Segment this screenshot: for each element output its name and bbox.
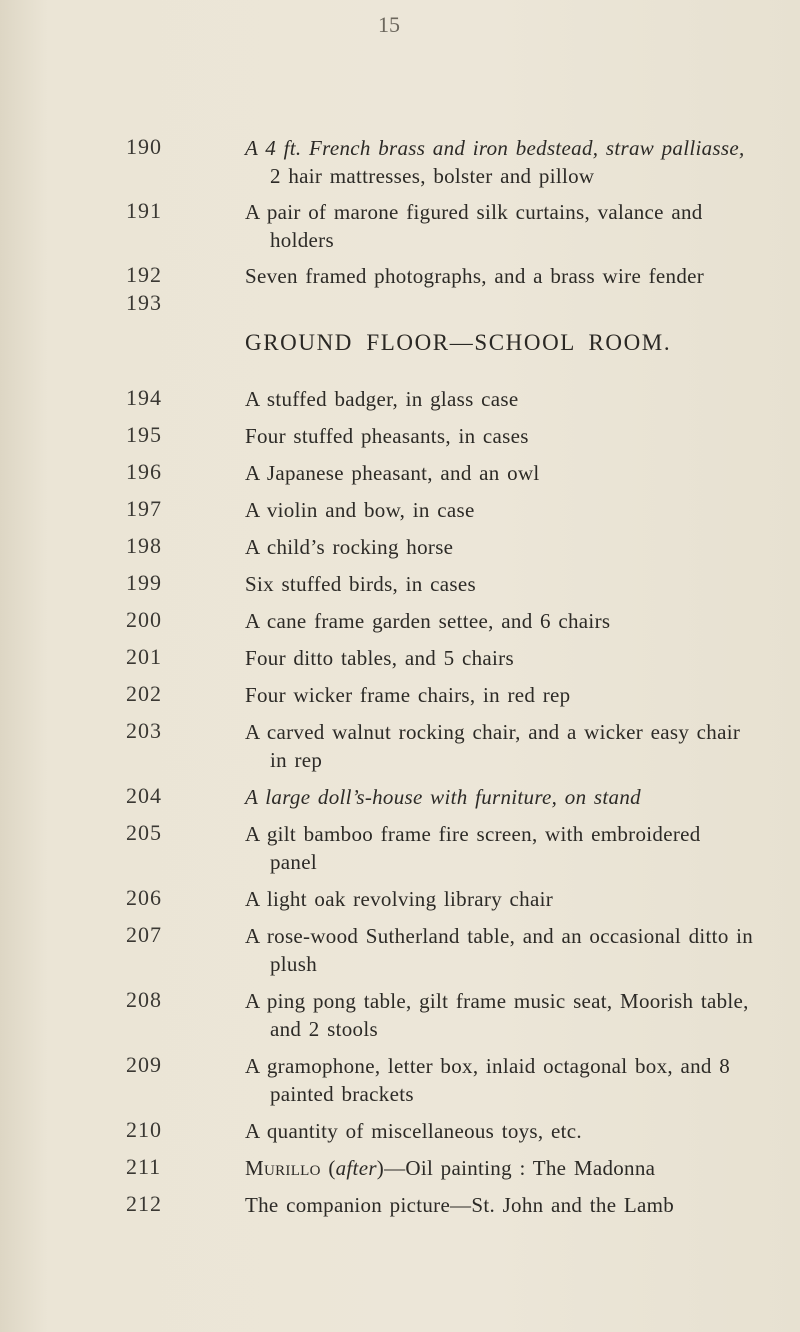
lot-description <box>245 987 790 1043</box>
lot-description-continuation: in rep <box>270 748 323 772</box>
lot-description: Four ditto tables, and 5 chairs <box>245 646 514 670</box>
lot-description-continuation: holders <box>270 228 334 252</box>
lot-number: 198 <box>126 533 162 558</box>
lot-description: Four wicker frame chairs, in red rep <box>245 683 571 707</box>
lot-description: Murillo (after)—Oil painting : The Madonna <box>245 1156 656 1180</box>
lot-description: Four stuffed pheasants, in cases <box>245 424 529 448</box>
painting-title: —Oil painting : The Madonna <box>384 1156 656 1180</box>
lot-number: 193 <box>126 290 162 315</box>
lot-number: 206 <box>126 885 162 910</box>
lot-number: 203 <box>126 718 162 743</box>
lot-description-line: A carved walnut rocking chair, and a wicker easy chair <box>245 720 741 744</box>
lot-description <box>245 1052 790 1108</box>
lot-description <box>245 718 790 774</box>
lot-description <box>245 134 790 190</box>
lot-description: A large doll’s-house with furniture, on stand <box>245 785 641 809</box>
lot-number: 204 <box>126 783 162 808</box>
lot-number: 200 <box>126 607 162 632</box>
lot-number: 197 <box>126 496 162 521</box>
lot-number: 212 <box>126 1191 162 1216</box>
lot-description-line: A rose-wood Sutherland table, and an occasional ditto in <box>245 924 754 948</box>
lot-description-continuation: 2 hair mattresses, bolster and pillow <box>270 164 595 188</box>
lot-description: A stuffed badger, in glass case <box>245 387 519 411</box>
lot-description-line: Seven framed photographs, and a brass wire fender <box>245 264 705 288</box>
lot-description: A child’s rocking horse <box>245 535 454 559</box>
lot-description <box>245 262 790 290</box>
lot-number: 196 <box>126 459 162 484</box>
lot-number: 195 <box>126 422 162 447</box>
lot-description <box>245 198 790 254</box>
lot-description: Six stuffed birds, in cases <box>245 572 476 596</box>
lot-number: 191 <box>126 198 162 223</box>
lot-description-line: A 4 ft. French brass and iron bedstead, straw palliasse, <box>245 136 745 160</box>
lot-description-line: A gilt bamboo frame fire screen, with embroidered <box>245 822 701 846</box>
lot-description-continuation: panel <box>270 850 317 874</box>
lot-number: 202 <box>126 681 162 706</box>
lot-number: 205 <box>126 820 162 845</box>
lot-number: 201 <box>126 644 162 669</box>
lot-description-line: A ping pong table, gilt frame music seat, Moorish table, <box>245 989 749 1013</box>
lot-number: 209 <box>126 1052 162 1077</box>
lot-description <box>245 820 790 876</box>
lot-description: A violin and bow, in case <box>245 498 475 522</box>
lot-description <box>245 922 790 978</box>
lot-description: A light oak revolving library chair <box>245 887 554 911</box>
lot-description-line: A gramophone, letter box, inlaid octagonal box, and 8 <box>245 1054 731 1078</box>
lot-number: 208 <box>126 987 162 1012</box>
page-number: 15 <box>378 12 400 37</box>
lot-number: 190 <box>126 134 162 159</box>
section-heading: GROUND FLOOR—SCHOOL ROOM. <box>245 330 672 355</box>
lot-number: 211 <box>126 1154 162 1179</box>
attribution-qualifier: after <box>335 1156 377 1180</box>
lot-number: 210 <box>126 1117 162 1142</box>
lot-description-continuation: and 2 stools <box>270 1017 378 1041</box>
lot-description: The companion picture—St. John and the Lamb <box>245 1193 675 1217</box>
lot-number: 199 <box>126 570 162 595</box>
lot-number: 207 <box>126 922 162 947</box>
lot-description-line: A pair of marone figured silk curtains, valance and <box>245 200 703 224</box>
lot-number: 192 <box>126 262 162 287</box>
lot-description: A quantity of miscellaneous toys, etc. <box>245 1119 582 1143</box>
lot-description: A cane frame garden settee, and 6 chairs <box>245 609 611 633</box>
lot-description-continuation: painted brackets <box>270 1082 414 1106</box>
lot-description: A Japanese pheasant, and an owl <box>245 461 540 485</box>
lot-number: 194 <box>126 385 162 410</box>
lot-description-continuation: plush <box>270 952 318 976</box>
artist-name: Murillo <box>245 1156 321 1180</box>
